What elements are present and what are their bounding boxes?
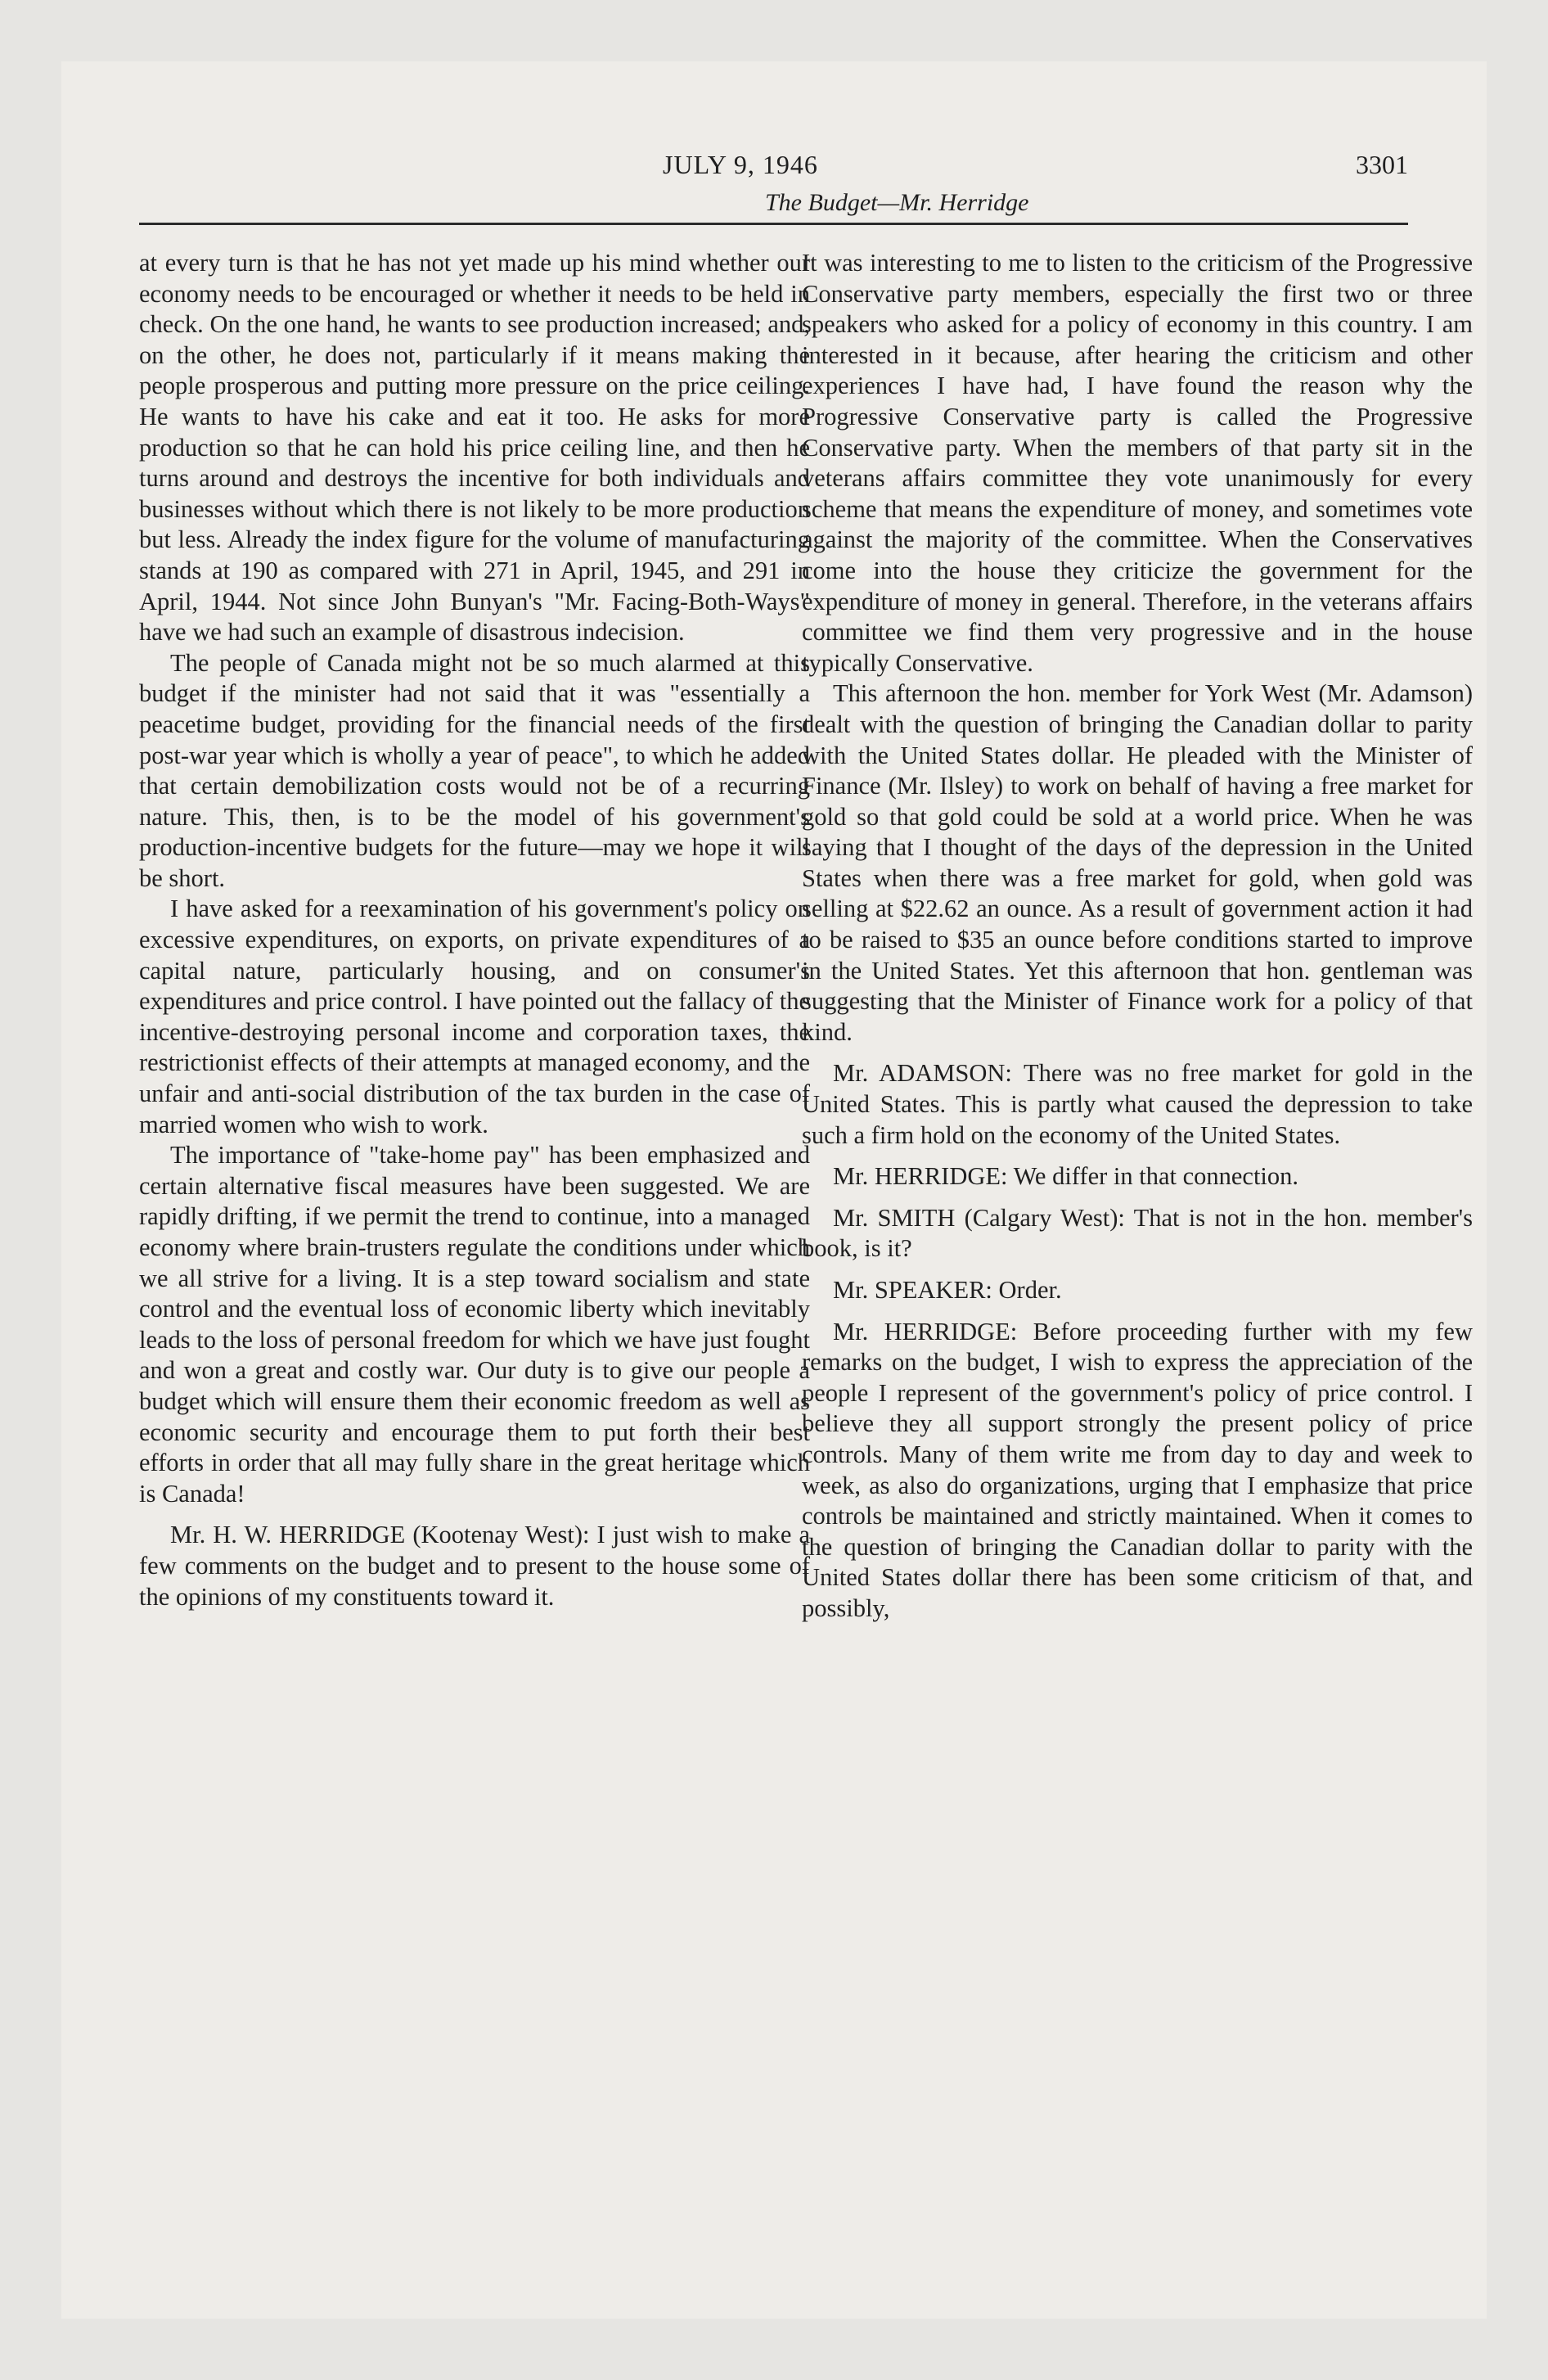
paragraph: It was interesting to me to listen to the criticism of the Progressive Conservative party members, especially the first two or three speakers who asked for a policy of economy in this country. I am interested in it because, after hearing the criticism and other experiences I have had, I have found the reason why the Progressive Conservative party is called the Progressive Conservative party. When the members of that party sit in the veterans affairs committee they vote unanimously for every scheme that means the expenditure of money, and sometimes vote against the majority of the committee. When the Conservatives come into the house they criticize the government for the expenditure of money in general. Therefore, in the veterans affairs committee we find them very progressive and in the house typically Conservative. (802, 249, 1473, 677)
paragraph: This afternoon the hon. member for York West (Mr. Adamson) dealt with the question of bringing the Canadian dollar to parity with the United States dollar. He pleaded with the Minister of Finance (Mr. Ilsley) to work on behalf of having a free market for gold so that gold could be sold at a world price. When he was saying that I thought of the days of the depression in the United States when there was a free market for gold, when gold was selling at $22.62 an ounce. As a result of government action it had to be raised to $35 an ounce before conditions started to improve in the United States. Yet this afternoon that hon. gentleman was suggesting that the Minister of Finance work for a policy of that kind. (802, 679, 1473, 1046)
paragraph: I have asked for a reexamination of his government's policy on excessive expenditures, on exports, on private expenditures of a capital nature, particularly housing, and on consumer's expenditures and price control. I have pointed out the fallacy of the incentive-destroying personal income and corporation taxes, the restrictionist effects of their attempts at managed economy, and the unfair and anti-social distribution of the tax burden in the case of married women who wish to work. (139, 895, 810, 1138)
paragraph: The people of Canada might not be so much alarmed at this budget if the minister had not said that it was "essentially a peacetime budget, providing for the financial needs of the first post-war year which is wholly a year of peace", to which he added that certain demobilization costs would not be of a recurring nature. This, then, is to be the model of his government's production-incentive budgets for the future—may we hope it will be short. (139, 648, 810, 892)
paragraph: Mr. HERRIDGE: We differ in that connection. (833, 1162, 1299, 1191)
running-head: The Budget—Mr. Herridge (765, 189, 1029, 216)
page-header (61, 150, 1487, 232)
header-date: JULY 9, 1946 (663, 150, 818, 179)
left-column (139, 248, 810, 1612)
paragraph: Mr. SMITH (Calgary West): That is not in the hon. member's book, is it? (802, 1203, 1473, 1263)
paragraph: Mr. SPEAKER: Order. (833, 1276, 1062, 1304)
header-rule (139, 223, 1408, 225)
paragraph: at every turn is that he has not yet made up his mind whether our economy needs to be encouraged or whether it needs to be held in check. On the one hand, he wants to see production increased; and, on the other, he does not, particularly if it means making the people prosperous and putting more pressure on the price ceiling. He wants to have his cake and eat it too. He asks for more production so that he can hold his price ceiling line, and then he turns around and destroys the incentive for both individuals and businesses without which there is not likely to be more production but less. Already the index figure for the volume of manufacturing stands at 190 as compared with 271 in April, 1945, and 291 in April, 1944. Not since John Bunyan's "Mr. Facing-Both-Ways" have we had such an example of disastrous indecision. (139, 249, 810, 647)
paragraph: Mr. HERRIDGE: Before proceeding further with my few remarks on the budget, I wish to express the appreciation of the people I represent of the government's policy of price control. I believe they all support strongly the present policy of price controls. Many of them write me from day to day and week to week, as also do organizations, urging that I emphasize that price controls be maintained and strictly maintained. When it comes to the question of bringing the Canadian dollar to parity with the United States dollar there has been some criticism of that, and possibly, (802, 1317, 1473, 1622)
right-column (802, 248, 1473, 1625)
paragraph: Mr. ADAMSON: There was no free market for gold in the United States. This is partly what caused the depression to take such a firm hold on the economy of the United States. (802, 1059, 1473, 1149)
paragraph: The importance of "take-home pay" has been emphasized and certain alternative fiscal measures have been suggested. We are rapidly drifting, if we permit the trend to continue, into a managed economy where brain-trusters regulate the conditions under which we all strive for a living. It is a step toward socialism and state control and the eventual loss of economic liberty which inevitably leads to the loss of personal freedom for which we have just fought and won a great and costly war. Our duty is to give our people a budget which will ensure them their economic freedom as well as economic security and encourage them to put forth their best efforts in order that all may fully share in the great heritage which is Canada! (139, 1141, 810, 1508)
document-page (61, 61, 1487, 2319)
page-number: 3301 (1356, 150, 1408, 179)
paragraph: Mr. H. W. HERRIDGE (Kootenay West): I just wish to make a few comments on the budget and to present to the house some of the opinions of my constituents toward it. (139, 1521, 810, 1611)
